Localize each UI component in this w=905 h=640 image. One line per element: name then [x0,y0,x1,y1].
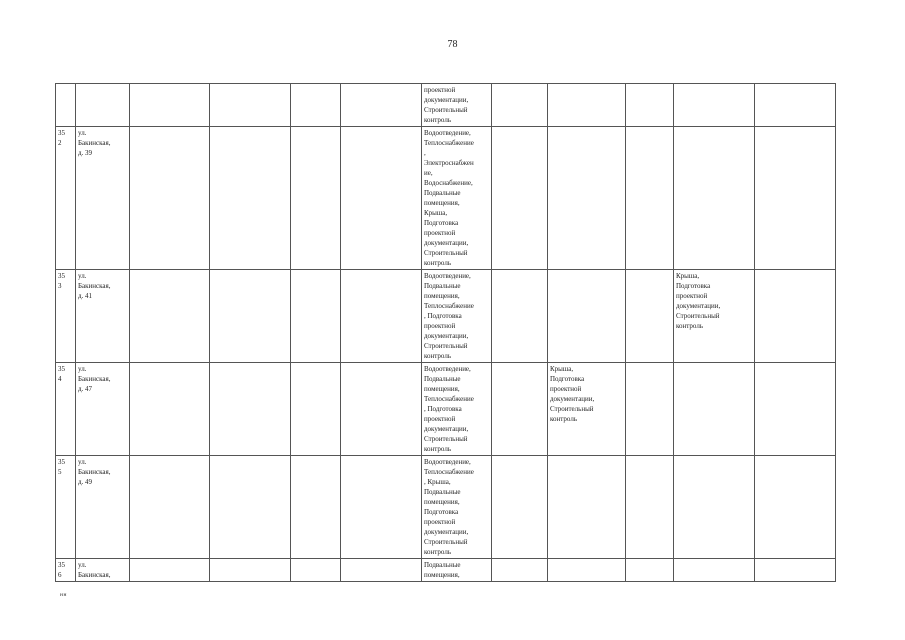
row-number-cell [56,127,76,270]
empty-cell [341,559,422,582]
footer-mark: нн [60,592,67,598]
cell-text-line: проектной [424,229,456,237]
table-row [56,84,836,127]
row-number-cell [56,363,76,456]
works-cell [548,127,626,270]
cell-text-line: помещения, [424,571,460,579]
cell-text-line: Подвальные [424,561,461,569]
row-number-cell [56,559,76,582]
cell-text-line: 35 [58,458,65,466]
cell-text-line: Теплоснабжение [424,395,474,403]
address-cell [76,127,130,270]
empty-cell [626,456,674,559]
cell-text-line: Подвальные [424,282,461,290]
address-cell [76,84,130,127]
cell-text-line: д. 41 [78,292,93,300]
cell-text-line: Бакинская, [78,468,111,476]
cell-text-line: Подготовка [550,375,585,383]
cell-text-line: д. 47 [78,385,93,393]
empty-cell [291,84,341,127]
cell-text-line: , Крыша, [424,478,451,486]
empty-cell [210,270,291,363]
cell-text-line: Теплоснабжение [424,468,474,476]
works-cell [548,363,626,456]
cell-text-line: 35 [58,272,65,280]
cell-text-line: , Подготовка [424,405,462,413]
cell-text-line: Электроснабжен [424,159,474,167]
cell-text-line: Строительный [424,106,468,114]
row-number-cell [56,84,76,127]
works-cell [422,127,492,270]
table-row [56,363,836,456]
cell-text-line: ие, [424,169,433,177]
empty-cell [755,363,836,456]
address-cell [76,270,130,363]
cell-text-line: Крыша, [550,365,574,373]
empty-cell [210,363,291,456]
cell-text-line: 4 [58,375,62,383]
cell-text-line: проектной [424,415,456,423]
cell-text-line: д. 39 [78,149,93,157]
cell-text-line: Подготовка [676,282,711,290]
empty-cell [755,270,836,363]
cell-text-line: 2 [58,139,62,147]
empty-cell [755,84,836,127]
cell-text-line: помещения, [424,385,460,393]
cell-text-line: Подготовка [424,219,459,227]
row-number-cell [56,270,76,363]
works-cell [422,363,492,456]
works-cell [422,559,492,582]
cell-text-line: Водоснабжение, [424,179,473,187]
cell-text-line: документации, [676,302,721,310]
cell-text-line: проектной [676,292,708,300]
cell-text-line: Строительный [676,312,720,320]
cell-text-line: ул. [78,458,87,466]
works-cell [674,127,755,270]
empty-cell [130,456,210,559]
works-cell [422,84,492,127]
empty-cell [210,127,291,270]
cell-text-line: Теплоснабжение [424,302,474,310]
empty-cell [626,270,674,363]
cell-text-line: 35 [58,561,65,569]
cell-text-line: проектной [424,86,456,94]
empty-cell [492,363,548,456]
empty-cell [130,84,210,127]
cell-text-line: Подвальные [424,488,461,496]
works-cell [674,363,755,456]
empty-cell [626,127,674,270]
cell-text-line: контроль [550,415,578,423]
empty-cell [130,559,210,582]
cell-text-line: Подвальные [424,375,461,383]
cell-text-line: помещения, [424,199,460,207]
cell-text-line: ул. [78,129,87,137]
cell-text-line: д. 49 [78,478,93,486]
works-cell [548,559,626,582]
empty-cell [291,363,341,456]
empty-cell [130,270,210,363]
table-row [56,127,836,270]
cell-text-line: Водоотведение, [424,365,471,373]
row-number-cell [56,456,76,559]
empty-cell [492,270,548,363]
empty-cell [341,363,422,456]
cell-text-line: 6 [58,571,62,579]
cell-text-line: Строительный [550,405,594,413]
cell-text-line: проектной [424,322,456,330]
works-cell [674,84,755,127]
cell-text-line: документации, [550,395,595,403]
cell-text-line: Подвальные [424,189,461,197]
table-row [56,270,836,363]
cell-text-line: Крыша, [676,272,700,280]
empty-cell [492,456,548,559]
empty-cell [210,456,291,559]
cell-text-line: ул. [78,272,87,280]
works-cell [674,456,755,559]
cell-text-line: помещения, [424,292,460,300]
empty-cell [492,127,548,270]
cell-text-line: контроль [424,445,452,453]
cell-text-line: контроль [424,116,452,124]
works-cell [674,559,755,582]
empty-cell [291,270,341,363]
cell-text-line: Бакинская, [78,375,111,383]
cell-text-line: 35 [58,365,65,373]
works-cell [422,270,492,363]
cell-text-line: Подготовка [424,508,459,516]
page-number: 78 [447,39,458,50]
empty-cell [341,127,422,270]
cell-text-line: контроль [676,322,704,330]
cell-text-line: проектной [424,518,456,526]
cell-text-line: Строительный [424,342,468,350]
cell-text-line: Водоотведение, [424,129,471,137]
cell-text-line: 3 [58,282,62,290]
empty-cell [341,84,422,127]
empty-cell [130,127,210,270]
cell-text-line: Строительный [424,249,468,257]
empty-cell [755,559,836,582]
cell-text-line: ул. [78,365,87,373]
cell-text-line: Строительный [424,435,468,443]
empty-cell [626,559,674,582]
empty-cell [492,84,548,127]
cell-text-line: документации, [424,96,469,104]
address-cell [76,363,130,456]
cell-text-line: документации, [424,332,469,340]
cell-text-line: документации, [424,425,469,433]
cell-text-line: контроль [424,259,452,267]
cell-text-line: документации, [424,528,469,536]
empty-cell [626,363,674,456]
cell-text-line: Крыша, [424,209,448,217]
empty-cell [755,456,836,559]
address-cell [76,456,130,559]
cell-text-line: документации, [424,239,469,247]
empty-cell [291,559,341,582]
empty-cell [626,84,674,127]
empty-cell [755,127,836,270]
cell-text-line: Бакинская, [78,571,111,579]
cell-text-line: Водоотведение, [424,272,471,280]
cell-text-line: 35 [58,129,65,137]
empty-cell [291,456,341,559]
empty-cell [210,84,291,127]
empty-cell [291,127,341,270]
empty-cell [341,456,422,559]
cell-text-line: Строительный [424,538,468,546]
cell-text-line: помещения, [424,498,460,506]
cell-text-line: Бакинская, [78,139,111,147]
works-cell [548,84,626,127]
works-table [55,83,836,582]
empty-cell [210,559,291,582]
cell-text-line: Бакинская, [78,282,111,290]
works-cell [674,270,755,363]
cell-text-line: , [424,149,426,157]
works-cell [548,270,626,363]
cell-text-line: , Подготовка [424,312,462,320]
address-cell [76,559,130,582]
table-row [56,559,836,582]
cell-text-line: контроль [424,548,452,556]
cell-text-line: проектной [550,385,582,393]
works-cell [548,456,626,559]
cell-text-line: Водоотведение, [424,458,471,466]
cell-text-line: 5 [58,468,62,476]
empty-cell [130,363,210,456]
cell-text-line: контроль [424,352,452,360]
cell-text-line: ул. [78,561,87,569]
empty-cell [341,270,422,363]
empty-cell [492,559,548,582]
cell-text-line: Теплоснабжение [424,139,474,147]
table-row [56,456,836,559]
works-cell [422,456,492,559]
